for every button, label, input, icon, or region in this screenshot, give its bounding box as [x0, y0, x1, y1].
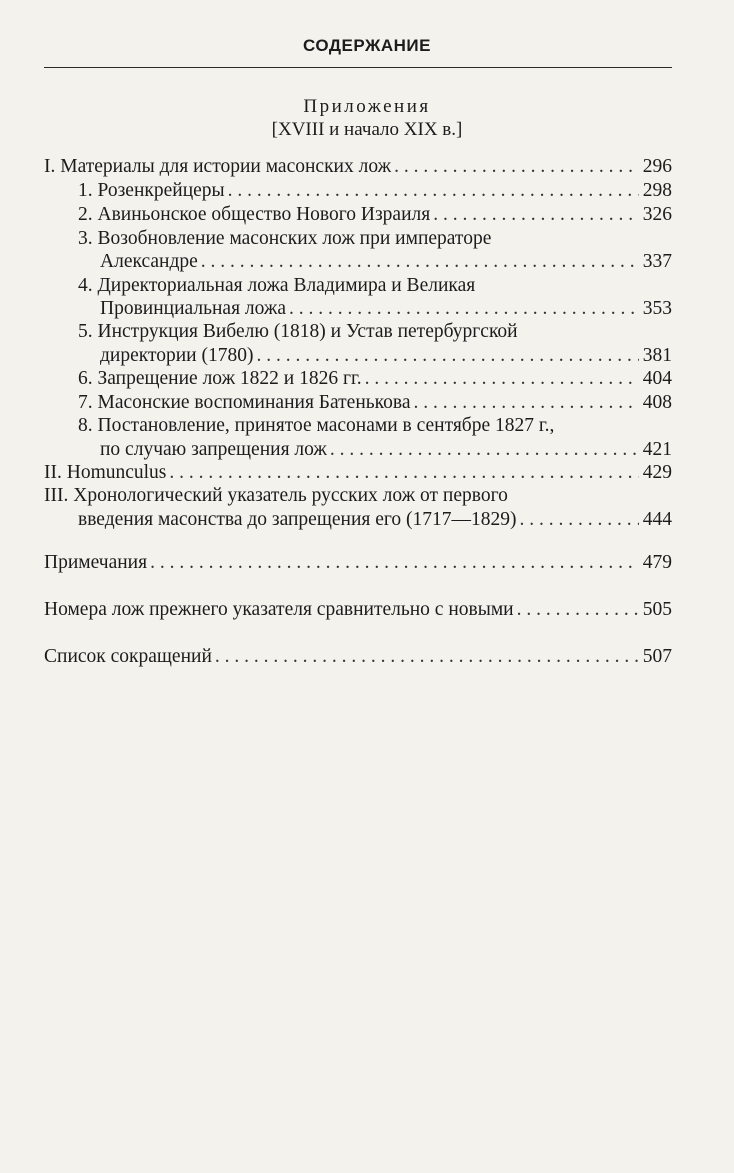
toc-entry-rosicrucians — [78, 179, 672, 203]
leader-dots — [394, 155, 639, 179]
toc-page-number: 353 — [642, 298, 672, 319]
toc-entry-title: 6. Запрещение лож 1822 и 1826 гг. — [78, 368, 362, 389]
leader-dots — [520, 508, 639, 532]
toc-entry-title: 4. Директориальная ложа Владимира и Великая — [78, 275, 476, 296]
toc-entry-revival — [100, 250, 672, 274]
toc-page-number: 296 — [642, 156, 672, 177]
toc-entry-directorial — [100, 297, 672, 321]
running-head: СОДЕРЖАНИЕ — [303, 36, 431, 55]
toc-page-number: 507 — [642, 646, 672, 667]
toc-entry-title: II. Homunculus — [44, 462, 167, 483]
toc-page-number: 337 — [642, 251, 672, 272]
toc-entry-chronology — [78, 508, 672, 532]
toc-entry-title: Провинциальная ложа — [100, 298, 287, 319]
toc-entry-homunculus — [44, 461, 672, 485]
leader-dots — [517, 598, 639, 622]
section-title: Приложения — [303, 96, 431, 117]
toc-entry-lodge-numbers — [44, 598, 672, 622]
toc-entry-title: I. Материалы для истории масонских лож — [44, 156, 392, 177]
toc-page-number: 429 — [642, 462, 672, 483]
toc-entry-title: 1. Розенкрейцеры — [78, 180, 225, 201]
toc-entry-title: 3. Возобновление масонских лож при императоре — [78, 228, 492, 249]
toc-entry-memoirs — [78, 391, 672, 415]
toc-page-number: 408 — [642, 392, 672, 413]
toc-entry-title: директории (1780) — [100, 345, 254, 366]
toc-page-number: 479 — [642, 552, 672, 573]
toc-entry-title: 8. Постановление, принятое масонами в сентябре 1827 г., — [78, 415, 555, 436]
leader-dots — [330, 438, 639, 462]
toc-entry-avignon — [78, 203, 672, 227]
toc-entry-title: Список сокращений — [44, 646, 212, 667]
toc-entry-title: 2. Авиньонское общество Нового Израиля — [78, 204, 431, 225]
leader-dots — [228, 179, 639, 203]
leader-dots — [201, 250, 639, 274]
leader-dots — [289, 297, 639, 321]
toc-entry-abbreviations — [44, 645, 672, 669]
toc-entry-title: III. Хронологический указатель русских лож от первого — [44, 485, 508, 506]
toc-page-number: 404 — [642, 368, 672, 389]
leader-dots — [169, 461, 638, 485]
toc-page-number: 326 — [642, 204, 672, 225]
toc-page-number: 298 — [642, 180, 672, 201]
toc-entry-notes — [44, 551, 672, 575]
toc-entry-title: 7. Масонские воспоминания Батенькова — [78, 392, 411, 413]
toc-entry-materials — [44, 155, 672, 179]
toc-entry-title: Примечания — [44, 552, 148, 573]
toc-page-number: 444 — [642, 509, 672, 530]
toc-page-number: 505 — [642, 599, 672, 620]
toc-entry-ban — [78, 367, 672, 391]
toc-entry-title: Александре — [100, 251, 198, 272]
toc-entry-title: по случаю запрещения лож — [100, 439, 327, 460]
toc-entry-resolution — [100, 438, 672, 462]
leader-dots — [256, 344, 638, 368]
section-subtitle: [XVIII и начало XIX в.] — [271, 119, 463, 140]
leader-dots — [413, 391, 638, 415]
toc-entry-instruction — [100, 344, 672, 368]
leader-dots — [365, 367, 639, 391]
toc-entry-title: 5. Инструкция Вибелю (1818) и Устав петербургской — [78, 321, 518, 342]
leader-dots — [215, 645, 639, 669]
toc-page-number: 381 — [642, 345, 672, 366]
leader-dots — [150, 551, 639, 575]
toc-entry-title: введения масонства до запрещения его (1717—1829) — [78, 509, 517, 530]
toc-page-number: 421 — [642, 439, 672, 460]
toc-entry-title: Номера лож прежнего указателя сравнительно с новыми — [44, 599, 514, 620]
leader-dots — [433, 203, 639, 227]
